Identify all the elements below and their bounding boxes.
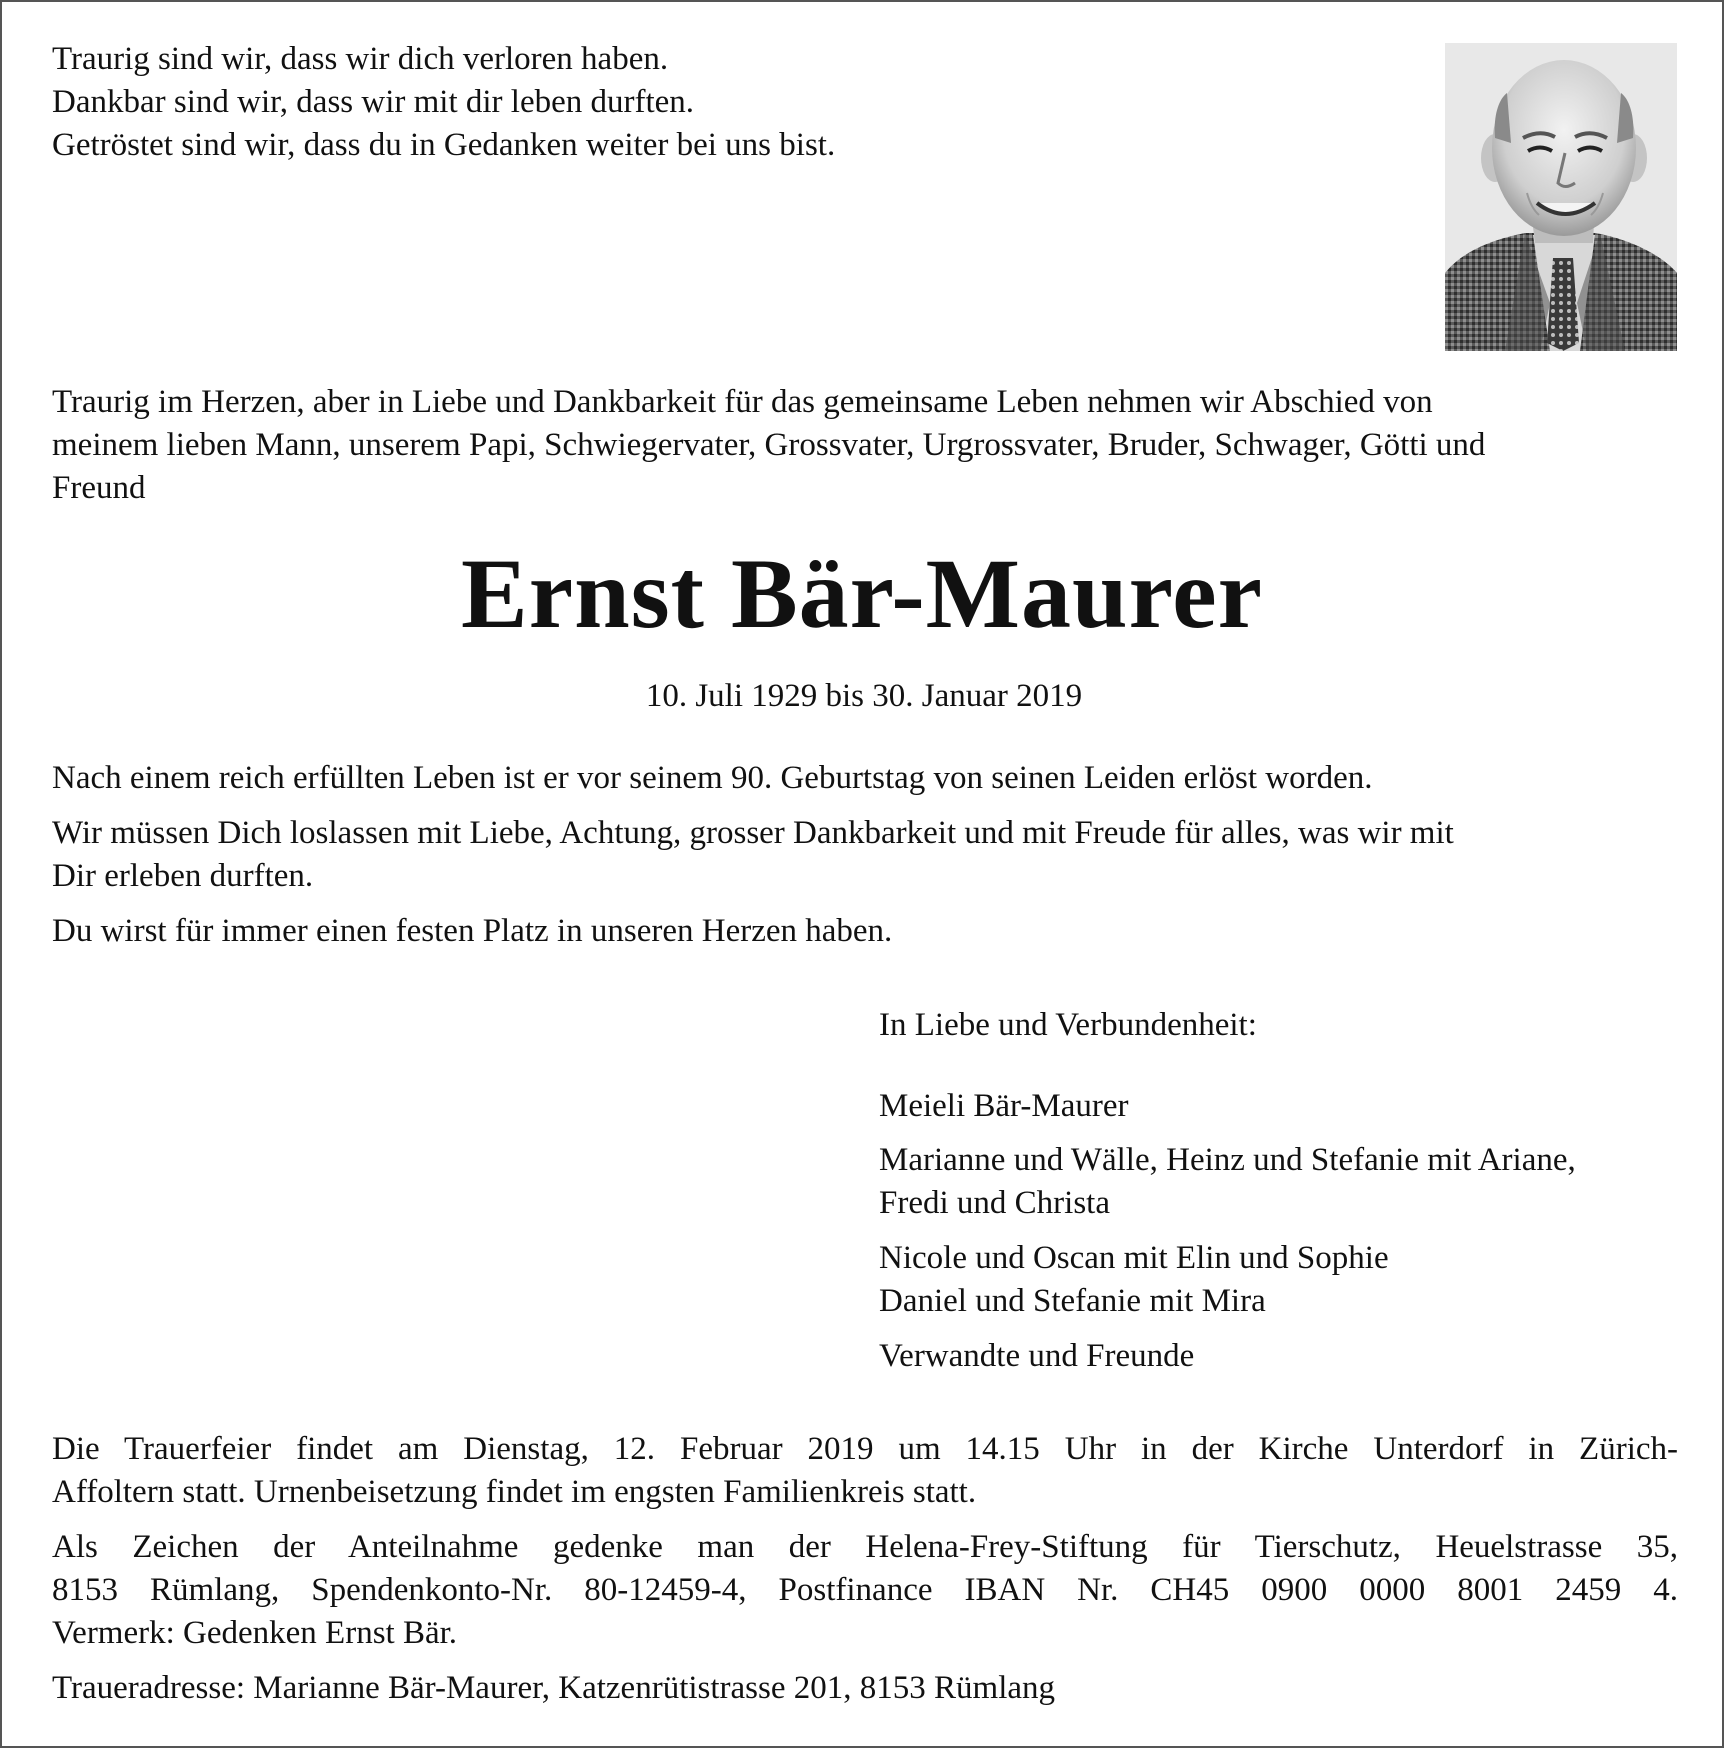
- deceased-name: Ernst Bär-Maurer: [461, 538, 1263, 649]
- signature-heading: In Liebe und Verbundenheit:: [879, 1007, 1257, 1043]
- signature-line: Verwandte und Freunde: [879, 1338, 1195, 1374]
- service-line: Affoltern statt. Urnenbeisetzung findet im engsten Familienkreis statt.: [52, 1474, 977, 1510]
- text-paragraph: Nach einem reich erfüllten Leben ist er vor seinem 90. Geburtstag von seinen Leiden erlöst worden.: [52, 760, 1373, 796]
- donation-line: Vermerk: Gedenken Ernst Bär.: [52, 1615, 458, 1651]
- signature-line: Marianne und Wälle, Heinz und Stefanie mit Ariane,: [879, 1142, 1576, 1178]
- portrait-photo: [1445, 43, 1677, 351]
- text-paragraph: Wir müssen Dich loslassen mit Liebe, Achtung, grosser Dankbarkeit und mit Freude für alles, was wir mit: [52, 815, 1454, 851]
- text-paragraph: Du wirst für immer einen festen Platz in unseren Herzen haben.: [52, 913, 893, 949]
- intro-line: Traurig im Herzen, aber in Liebe und Dankbarkeit für das gemeinsame Leben nehmen wir Abschied von: [52, 384, 1433, 420]
- motto-line: Dankbar sind wir, dass wir mit dir leben durften.: [52, 84, 695, 120]
- donation-line: 8153 Rümlang, Spendenkonto-Nr. 80-12459-4, Postfinance IBAN Nr. CH45 0900 0000 8001 2459 4.: [52, 1572, 1678, 1608]
- mourning-address: Traueradresse: Marianne Bär-Maurer, Katzenrütistrasse 201, 8153 Rümlang: [52, 1670, 1056, 1706]
- signature-line: Daniel und Stefanie mit Mira: [879, 1283, 1266, 1319]
- portrait-image: [1445, 43, 1677, 351]
- intro-line: meinem lieben Mann, unserem Papi, Schwiegervater, Grossvater, Urgrossvater, Bruder, Schwager, Götti und: [52, 427, 1486, 463]
- text-paragraph: Dir erleben durften.: [52, 858, 314, 894]
- life-dates: 10. Juli 1929 bis 30. Januar 2019: [645, 678, 1083, 714]
- signature-line: Fredi und Christa: [879, 1185, 1110, 1221]
- motto-line: Getröstet sind wir, dass du in Gedanken weiter bei uns bist.: [52, 127, 836, 163]
- intro-line: Freund: [52, 470, 146, 506]
- signature-line: Nicole und Oscan mit Elin und Sophie: [879, 1240, 1389, 1276]
- motto-line: Traurig sind wir, dass wir dich verloren haben.: [52, 41, 669, 77]
- donation-line: Als Zeichen der Anteilnahme gedenke man der Helena-Frey-Stiftung für Tierschutz, Heuelstrasse 35,: [52, 1529, 1678, 1565]
- service-line: Die Trauerfeier findet am Dienstag, 12. Februar 2019 um 14.15 Uhr in der Kirche Unterdorf in Zürich-: [52, 1431, 1678, 1467]
- signature-line: Meieli Bär-Maurer: [879, 1088, 1129, 1124]
